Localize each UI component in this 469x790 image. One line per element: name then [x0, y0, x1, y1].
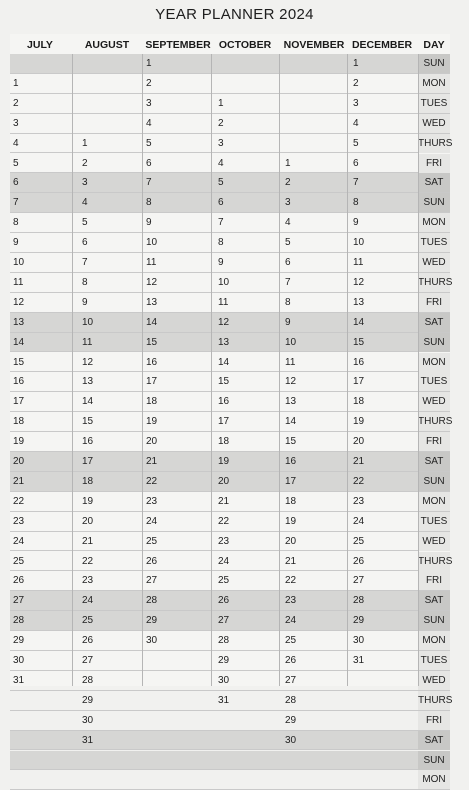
august-date: 4 [82, 197, 88, 209]
december-date: 27 [353, 575, 365, 587]
weekday-label: MON [418, 74, 450, 93]
august-date: 18 [82, 475, 94, 487]
weekday-label: THURS [418, 273, 450, 292]
july-date: 24 [13, 535, 25, 547]
october-date: 21 [218, 495, 230, 507]
july-date: 7 [13, 197, 19, 209]
september-date: 19 [146, 416, 158, 428]
table-row [10, 432, 450, 452]
december-date: 23 [353, 495, 365, 507]
column-divider [72, 54, 73, 686]
september-date: 25 [146, 535, 158, 547]
july-date: 30 [13, 655, 25, 666]
november-date: 17 [285, 475, 297, 487]
july-date: 10 [13, 257, 25, 268]
july-date: 28 [13, 615, 25, 627]
table-row [10, 591, 450, 611]
november-date: 15 [285, 436, 297, 448]
weekday-label: TUES [418, 512, 450, 531]
july-date: 26 [13, 575, 25, 587]
november-date: 14 [285, 416, 297, 428]
november-date: 25 [285, 635, 297, 647]
august-date: 11 [82, 336, 93, 348]
october-date: 24 [218, 555, 230, 567]
november-date: 29 [285, 714, 297, 726]
october-date: 14 [218, 356, 230, 368]
weekday-label: FRI [418, 293, 450, 312]
weekday-label: THURS [418, 552, 450, 571]
august-date: 1 [82, 137, 88, 149]
july-date: 8 [13, 217, 19, 229]
august-date: 8 [82, 276, 88, 288]
july-date: 4 [13, 137, 19, 149]
weekday-label: SUN [418, 472, 450, 491]
september-date: 23 [146, 495, 158, 507]
december-date: 6 [353, 157, 359, 169]
october-date: 31 [218, 694, 230, 706]
weekday-label: SUN [418, 611, 450, 630]
table-row [10, 492, 450, 512]
weekday-label: SAT [418, 731, 450, 750]
weekday-label: THURS [418, 691, 450, 710]
october-date: 19 [218, 456, 230, 467]
september-date: 28 [146, 595, 158, 607]
october-date: 10 [218, 276, 230, 288]
september-date: 3 [146, 97, 152, 109]
weekday-label: SUN [418, 54, 450, 73]
table-row [10, 731, 450, 751]
weekday-label: SAT [418, 313, 450, 332]
december-date: 10 [353, 237, 365, 249]
december-date: 28 [353, 595, 365, 607]
august-date: 24 [82, 595, 94, 607]
december-date: 24 [353, 515, 365, 527]
weekday-label: MON [418, 492, 450, 511]
december-date: 22 [353, 475, 365, 487]
weekday-label: FRI [418, 432, 450, 451]
table-row [10, 193, 450, 213]
july-date: 23 [13, 515, 25, 527]
weekday-label: WED [418, 671, 450, 690]
table-row [10, 751, 450, 771]
weekday-label: FRI [418, 711, 450, 730]
november-date: 30 [285, 734, 297, 746]
column-divider [211, 54, 212, 686]
table-header [10, 34, 450, 55]
september-date: 17 [146, 376, 158, 388]
table-row [10, 571, 450, 591]
october-date: 3 [218, 137, 224, 149]
november-date: 24 [285, 615, 297, 627]
september-date: 27 [146, 575, 158, 587]
weekday-label: SUN [418, 751, 450, 770]
august-date: 13 [82, 376, 94, 388]
weekday-label: SAT [418, 173, 450, 192]
header-november: NOVEMBER [283, 39, 345, 51]
august-date: 17 [82, 456, 94, 467]
table-row [10, 611, 450, 631]
august-date: 27 [82, 655, 94, 666]
november-date: 8 [285, 296, 291, 308]
october-date: 2 [218, 117, 224, 129]
september-date: 7 [146, 177, 152, 189]
august-date: 2 [82, 157, 88, 169]
december-date: 18 [353, 396, 365, 408]
august-date: 15 [82, 416, 94, 428]
weekday-label: TUES [418, 94, 450, 113]
september-date: 13 [146, 296, 158, 308]
july-date: 27 [13, 595, 25, 607]
december-date: 4 [353, 117, 359, 129]
october-date: 13 [218, 336, 230, 348]
table-row [10, 631, 450, 651]
table-row [10, 114, 450, 134]
august-date: 26 [82, 635, 94, 647]
september-date: 21 [146, 456, 158, 467]
august-date: 30 [82, 714, 94, 726]
august-date: 28 [82, 674, 94, 686]
december-date: 25 [353, 535, 365, 547]
august-date: 5 [82, 217, 88, 229]
october-date: 4 [218, 157, 224, 169]
july-date: 22 [13, 495, 25, 507]
december-date: 26 [353, 555, 365, 567]
table-row [10, 94, 450, 114]
july-date: 31 [13, 674, 25, 686]
september-date: 24 [146, 515, 158, 527]
weekday-label: TUES [418, 233, 450, 252]
weekday-label: SAT [418, 591, 450, 610]
december-date: 19 [353, 416, 365, 428]
july-date: 6 [13, 177, 19, 189]
table-row [10, 691, 453, 711]
weekday-label: MON [418, 631, 450, 650]
weekday-label: MON [418, 353, 450, 372]
december-date: 31 [353, 655, 365, 666]
july-date: 29 [13, 635, 25, 647]
july-date: 9 [13, 237, 19, 249]
header-october: OCTOBER [218, 39, 272, 51]
august-date: 20 [82, 515, 94, 527]
july-date: 17 [13, 396, 25, 408]
october-date: 23 [218, 535, 230, 547]
december-date: 2 [353, 77, 359, 89]
table-row [10, 392, 450, 412]
column-divider [347, 54, 348, 686]
august-date: 10 [82, 316, 94, 328]
november-date: 28 [285, 694, 297, 706]
december-date: 13 [353, 296, 365, 308]
december-date: 29 [353, 615, 365, 627]
weekday-label: THURS [418, 134, 450, 153]
november-date: 21 [285, 555, 297, 567]
december-date: 1 [353, 58, 359, 69]
october-date: 12 [218, 316, 230, 328]
table-row [10, 134, 453, 154]
weekday-label: WED [418, 253, 450, 272]
september-date: 10 [146, 237, 158, 249]
august-date: 12 [82, 356, 94, 368]
december-date: 17 [353, 376, 365, 388]
november-date: 11 [285, 356, 296, 368]
december-date: 14 [353, 316, 365, 328]
weekday-label: TUES [418, 372, 450, 391]
august-date: 16 [82, 436, 94, 448]
table-row [10, 452, 450, 472]
december-date: 5 [353, 137, 359, 149]
july-date: 1 [13, 77, 19, 89]
august-date: 21 [82, 535, 94, 547]
august-date: 31 [82, 734, 94, 746]
october-date: 17 [218, 416, 230, 428]
september-date: 22 [146, 475, 158, 487]
october-date: 29 [218, 655, 230, 666]
table-row [10, 671, 450, 691]
october-date: 20 [218, 475, 230, 487]
november-date: 3 [285, 197, 291, 209]
november-date: 22 [285, 575, 297, 587]
october-date: 28 [218, 635, 230, 647]
december-date: 9 [353, 217, 359, 229]
november-date: 5 [285, 237, 291, 249]
december-date: 21 [353, 456, 365, 467]
july-date: 20 [13, 456, 25, 467]
table-row [10, 532, 450, 552]
july-date: 14 [13, 336, 25, 348]
weekday-label: THURS [418, 412, 450, 431]
page-title: YEAR PLANNER 2024 [155, 6, 314, 23]
header-july: JULY [27, 39, 53, 51]
october-date: 30 [218, 674, 230, 686]
august-date: 22 [82, 555, 94, 567]
october-date: 22 [218, 515, 230, 527]
august-date: 9 [82, 296, 88, 308]
november-date: 13 [285, 396, 297, 408]
december-date: 20 [353, 436, 365, 448]
november-date: 1 [285, 157, 291, 169]
weekday-label: FRI [418, 571, 450, 590]
december-date: 15 [353, 336, 365, 348]
table-row [10, 770, 450, 790]
september-date: 14 [146, 316, 158, 328]
september-date: 11 [146, 257, 157, 268]
november-date: 27 [285, 674, 297, 686]
november-date: 10 [285, 336, 297, 348]
july-date: 15 [13, 356, 25, 368]
july-date: 5 [13, 157, 19, 169]
table-row [10, 54, 450, 74]
november-date: 26 [285, 655, 297, 666]
november-date: 20 [285, 535, 297, 547]
september-date: 9 [146, 217, 152, 229]
table-row [10, 372, 450, 392]
october-date: 1 [218, 97, 224, 109]
july-date: 25 [13, 555, 25, 567]
july-date: 2 [13, 97, 19, 109]
september-date: 2 [146, 77, 152, 89]
july-date: 12 [13, 296, 25, 308]
september-date: 8 [146, 197, 152, 209]
october-date: 18 [218, 436, 230, 448]
table-row [10, 512, 450, 532]
september-date: 1 [146, 58, 152, 69]
table-row [10, 313, 450, 333]
weekday-label: SUN [418, 333, 450, 352]
october-date: 26 [218, 595, 230, 607]
table-row [10, 412, 453, 432]
september-date: 15 [146, 336, 158, 348]
column-divider [279, 54, 280, 686]
september-date: 4 [146, 117, 152, 129]
table-row [10, 273, 453, 293]
weekday-label: FRI [418, 154, 450, 173]
august-date: 19 [82, 495, 94, 507]
table-row [10, 651, 450, 671]
november-date: 18 [285, 495, 297, 507]
november-date: 19 [285, 515, 297, 527]
september-date: 26 [146, 555, 158, 567]
weekday-label: WED [418, 114, 450, 133]
august-date: 23 [82, 575, 94, 587]
october-date: 11 [218, 296, 229, 308]
december-date: 8 [353, 197, 359, 209]
july-date: 3 [13, 117, 19, 129]
weekday-label: SAT [418, 452, 450, 471]
table-row [10, 333, 450, 353]
header-day: DAY [423, 39, 445, 51]
weekday-label: WED [418, 532, 450, 551]
november-date: 4 [285, 217, 291, 229]
september-date: 6 [146, 157, 152, 169]
weekday-label: MON [418, 770, 450, 789]
august-date: 29 [82, 694, 94, 706]
header-december: DECEMBER [351, 39, 413, 51]
table-row [10, 74, 450, 94]
december-date: 12 [353, 276, 365, 288]
december-date: 16 [353, 356, 365, 368]
september-date: 5 [146, 137, 152, 149]
table-row [10, 233, 450, 253]
july-date: 18 [13, 416, 25, 428]
august-date: 3 [82, 177, 88, 189]
october-date: 25 [218, 575, 230, 587]
table-row [10, 711, 450, 731]
october-date: 8 [218, 237, 224, 249]
header-august: AUGUST [84, 39, 130, 51]
weekday-label: TUES [418, 651, 450, 670]
october-date: 6 [218, 197, 224, 209]
september-date: 16 [146, 356, 158, 368]
table-row [10, 173, 450, 193]
july-date: 21 [13, 475, 25, 487]
column-divider [142, 54, 143, 686]
december-date: 7 [353, 177, 359, 189]
september-date: 12 [146, 276, 158, 288]
september-date: 18 [146, 396, 158, 408]
november-date: 7 [285, 276, 291, 288]
july-date: 11 [13, 276, 24, 288]
august-date: 14 [82, 396, 94, 408]
column-divider [418, 54, 419, 686]
july-date: 13 [13, 316, 25, 328]
november-date: 6 [285, 257, 291, 268]
october-date: 5 [218, 177, 224, 189]
november-date: 23 [285, 595, 297, 607]
october-date: 9 [218, 257, 224, 268]
table-row [10, 213, 450, 233]
july-date: 16 [13, 376, 25, 388]
september-date: 29 [146, 615, 158, 627]
december-date: 3 [353, 97, 359, 109]
weekday-label: WED [418, 392, 450, 411]
august-date: 25 [82, 615, 94, 627]
november-date: 2 [285, 177, 291, 189]
year-planner-table [10, 34, 453, 786]
header-september: SEPTEMBER [145, 39, 211, 51]
table-row [10, 353, 450, 373]
october-date: 16 [218, 396, 230, 408]
table-row [10, 552, 453, 572]
august-date: 6 [82, 237, 88, 249]
september-date: 30 [146, 635, 158, 647]
october-date: 27 [218, 615, 230, 627]
table-row [10, 154, 450, 174]
table-row [10, 293, 450, 313]
table-row [10, 472, 450, 492]
september-date: 20 [146, 436, 158, 448]
weekday-label: SUN [418, 193, 450, 212]
december-date: 30 [353, 635, 365, 647]
november-date: 16 [285, 456, 297, 467]
october-date: 7 [218, 217, 224, 229]
table-row [10, 253, 450, 273]
october-date: 15 [218, 376, 230, 388]
december-date: 11 [353, 257, 364, 268]
weekday-label: MON [418, 213, 450, 232]
november-date: 12 [285, 376, 297, 388]
july-date: 19 [13, 436, 25, 448]
november-date: 9 [285, 316, 291, 328]
august-date: 7 [82, 257, 88, 268]
